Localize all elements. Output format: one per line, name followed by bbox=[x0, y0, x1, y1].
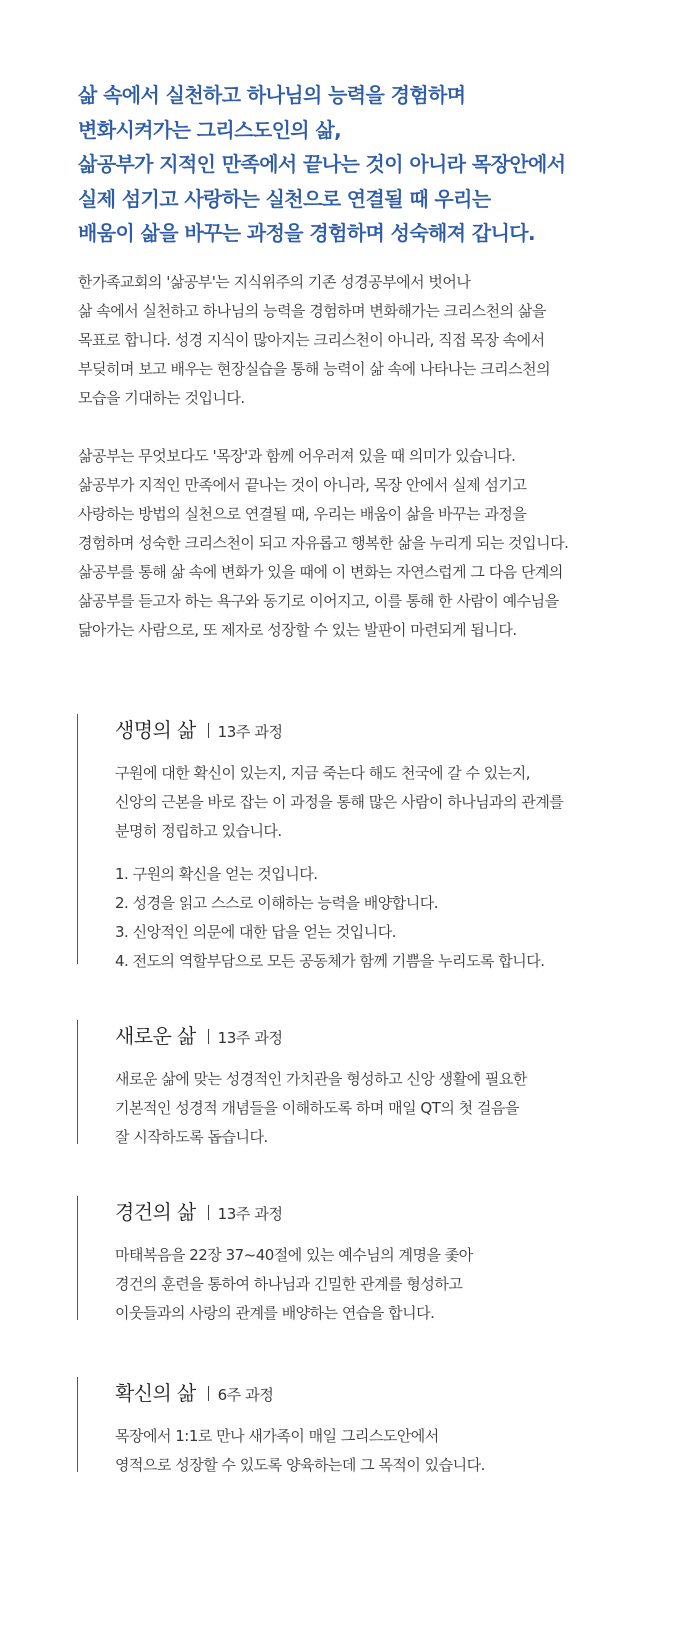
intro-line: 삶공부를 듣고자 하는 욕구와 동기로 이어지고, 이를 통해 한 사람이 예수님을 bbox=[78, 592, 559, 610]
course-title bbox=[115, 714, 667, 743]
description-line: 새로운 삶에 맞는 성경적인 가치관을 형성하고 신앙 생활에 필요한 bbox=[115, 1070, 527, 1088]
course-card-assurance bbox=[77, 1377, 667, 1472]
course-duration: 13주 과정 bbox=[217, 1029, 283, 1047]
title-divider bbox=[208, 1386, 209, 1401]
course-card-godliness bbox=[77, 1196, 667, 1320]
list-item: 1. 구원의 확신을 얻는 것입니다. bbox=[115, 865, 318, 883]
course-description bbox=[115, 1241, 667, 1328]
intro-paragraph-2 bbox=[78, 442, 678, 645]
title-divider bbox=[208, 723, 209, 738]
title-divider bbox=[208, 1205, 209, 1220]
intro-line: 부딪히며 보고 배우는 현장실습을 통해 능력이 삶 속에 나타나는 크리스천의 bbox=[78, 360, 551, 378]
paragraph-gap bbox=[78, 413, 678, 442]
list-item: 3. 신앙적인 의문에 대한 답을 얻는 것입니다. bbox=[115, 923, 397, 941]
intro-line: 사랑하는 방법의 실천으로 연결될 때, 우리는 배움이 삶을 바꾸는 과정을 bbox=[78, 505, 527, 523]
course-description bbox=[115, 1422, 667, 1480]
description-line: 영적으로 성장할 수 있도록 양육하는데 그 목적이 있습니다. bbox=[115, 1456, 485, 1474]
course-duration: 13주 과정 bbox=[217, 723, 283, 741]
headline-line: 삶공부가 지적인 만족에서 끝나는 것이 아니라 목장안에서 bbox=[78, 152, 566, 177]
intro-paragraph-1 bbox=[78, 268, 678, 413]
intro-line: 한가족교회의 '삶공부'는 지식위주의 기존 성경공부에서 벗어나 bbox=[78, 273, 471, 291]
intro-line: 삶공부를 통해 삶 속에 변화가 있을 때에 이 변화는 자연스럽게 그 다음 단계의 bbox=[78, 563, 563, 581]
description-line: 목장에서 1:1로 만나 새가족이 매일 그리스도안에서 bbox=[115, 1427, 439, 1445]
course-description bbox=[115, 759, 667, 846]
intro-line: 삶 속에서 실천하고 하나님의 능력을 경험하며 변화해가는 크리스천의 삶을 bbox=[78, 302, 546, 320]
course-card-new-life bbox=[77, 1020, 667, 1144]
description-line: 분명히 정립하고 있습니다. bbox=[115, 822, 282, 840]
description-line: 기본적인 성경적 개념들을 이해하도록 하며 매일 QT의 첫 걸음을 bbox=[115, 1099, 519, 1117]
course-name: 생명의 삶 bbox=[115, 718, 196, 742]
course-title bbox=[115, 1020, 667, 1049]
headline-line: 배움이 삶을 바꾸는 과정을 경험하며 성숙해져 갑니다. bbox=[78, 221, 536, 246]
description-line: 이웃들과의 사랑의 관계를 배양하는 연습을 합니다. bbox=[115, 1304, 435, 1322]
course-name: 새로운 삶 bbox=[115, 1024, 196, 1048]
intro-line: 삶공부가 지적인 만족에서 끝나는 것이 아니라, 목장 안에서 실제 섬기고 bbox=[78, 476, 527, 494]
intro-line: 닮아가는 사람으로, 또 제자로 성장할 수 있는 발판이 마련되게 됩니다. bbox=[78, 621, 517, 639]
course-title bbox=[115, 1377, 667, 1406]
description-line: 마태복음을 22장 37~40절에 있는 예수님의 계명을 좇아 bbox=[115, 1246, 473, 1264]
list-item: 4. 전도의 역할부담으로 모든 공동체가 함께 기쁨을 누리도록 합니다. bbox=[115, 952, 545, 970]
headline-line: 변화시켜가는 그리스도인의 삶, bbox=[78, 117, 342, 142]
intro-line: 경험하며 성숙한 크리스천이 되고 자유롭고 행복한 삶을 누리게 되는 것입니다. bbox=[78, 534, 569, 552]
intro-line: 삶공부는 무엇보다도 '목장'과 함께 어우러져 있을 때 의미가 있습니다. bbox=[78, 447, 516, 465]
list-item: 2. 성경을 읽고 스스로 이해하는 능력을 배양합니다. bbox=[115, 894, 438, 912]
course-goal-list bbox=[115, 860, 667, 976]
course-name: 경건의 삶 bbox=[115, 1200, 196, 1224]
description-line: 신앙의 근본을 바로 잡는 이 과정을 통해 많은 사람이 하나님과의 관계를 bbox=[115, 793, 564, 811]
description-line: 경건의 훈련을 통하여 하나님과 긴밀한 관계를 형성하고 bbox=[115, 1275, 463, 1293]
intro-line: 모습을 기대하는 것입니다. bbox=[78, 389, 245, 407]
headline bbox=[78, 78, 678, 251]
intro-text bbox=[78, 268, 678, 645]
course-description bbox=[115, 1065, 667, 1152]
course-duration: 6주 과정 bbox=[217, 1386, 274, 1404]
title-divider bbox=[208, 1029, 209, 1044]
description-line: 구원에 대한 확신이 있는지, 지금 죽는다 해도 천국에 갈 수 있는지, bbox=[115, 764, 530, 782]
course-duration: 13주 과정 bbox=[217, 1205, 283, 1223]
course-card-life bbox=[77, 714, 667, 970]
description-line: 잘 시작하도록 돕습니다. bbox=[115, 1128, 268, 1146]
headline-line: 삶 속에서 실천하고 하나님의 능력을 경험하며 bbox=[78, 83, 466, 107]
headline-line: 실제 섬기고 사랑하는 실천으로 연결될 때 우리는 bbox=[78, 186, 491, 211]
intro-line: 목표로 합니다. 성경 지식이 많아지는 크리스천이 아니라, 직접 목장 속에서 bbox=[78, 331, 545, 349]
course-name: 확신의 삶 bbox=[115, 1381, 196, 1405]
course-title bbox=[115, 1196, 667, 1225]
